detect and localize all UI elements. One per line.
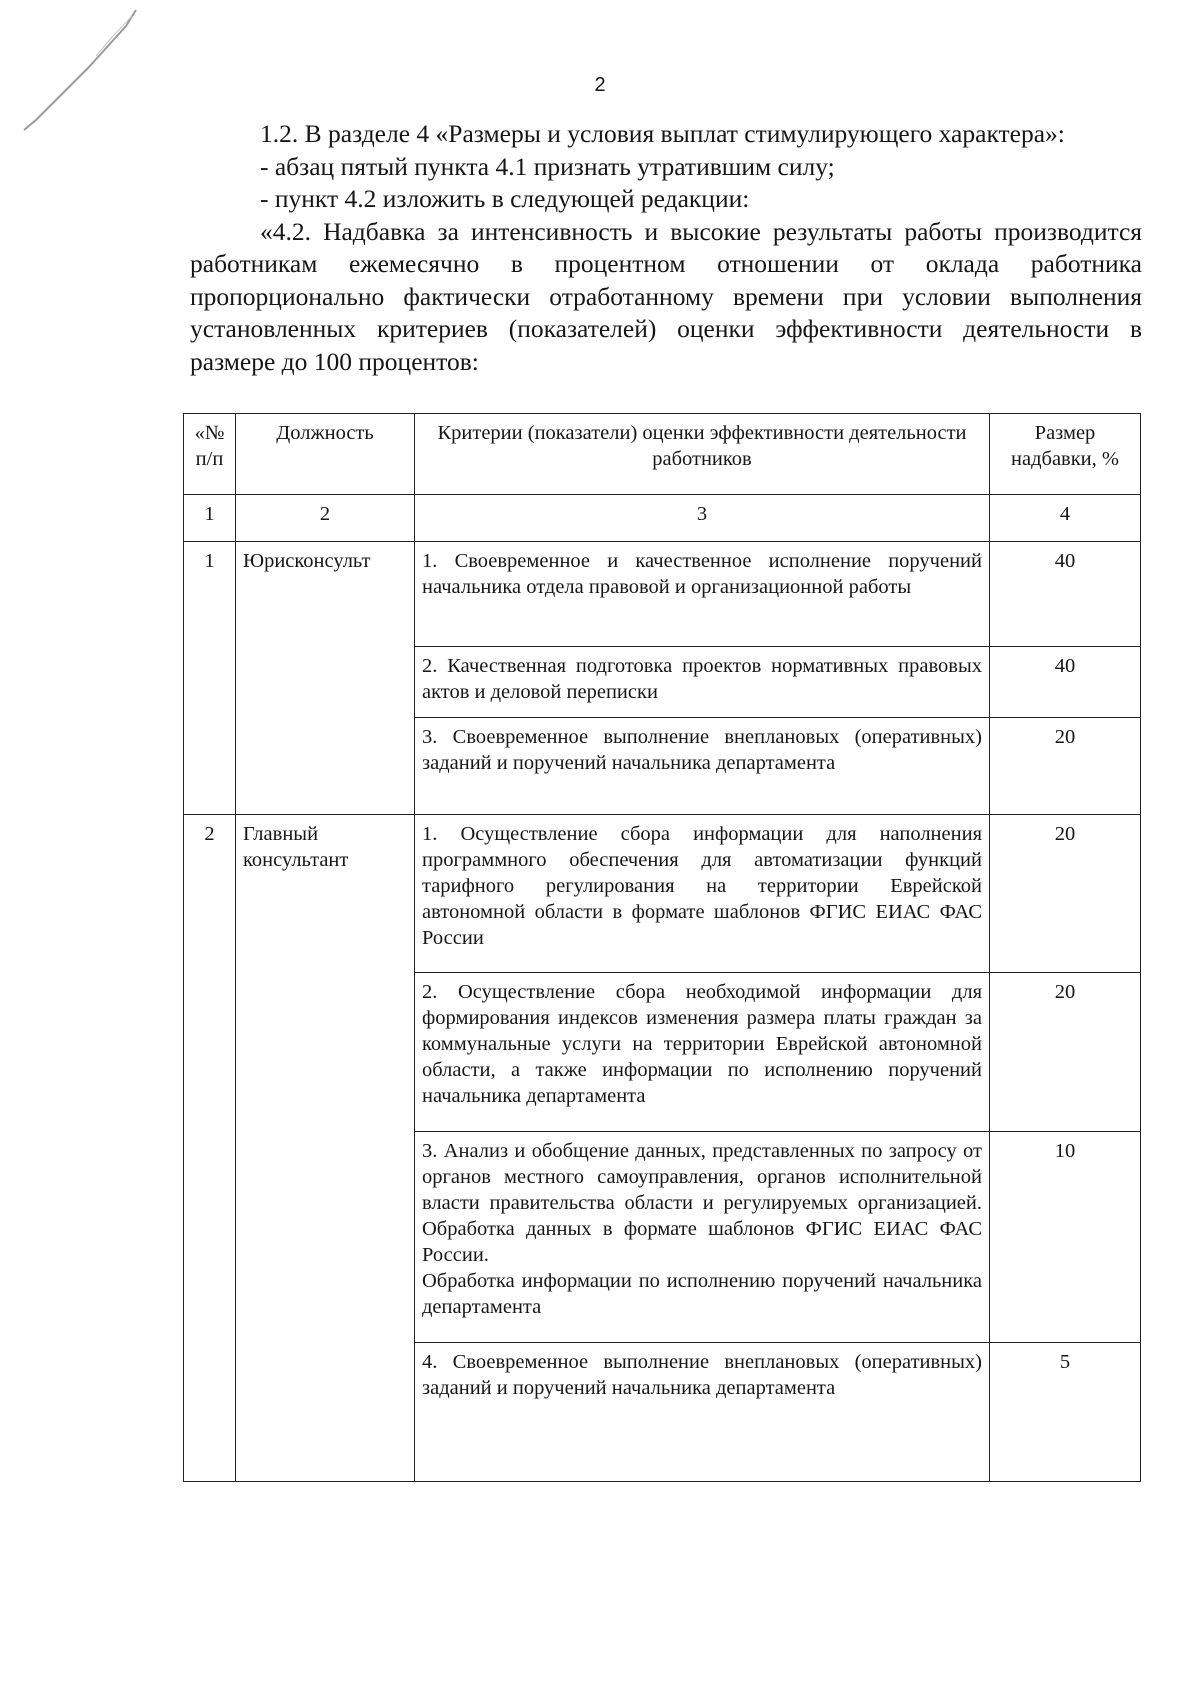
column-number: 1 <box>184 495 236 542</box>
page-number: 2 <box>594 74 606 96</box>
row-position: Юрисконсульт <box>236 542 415 815</box>
criterion-text <box>415 1132 990 1343</box>
criterion-value: 20 <box>990 815 1141 973</box>
criterion-value: 40 <box>990 647 1141 718</box>
row-position: Главный консультант <box>236 815 415 1482</box>
criterion-text: 4. Своевременное выполнение внеплановых (оперативных) заданий и поручений начальника департамента <box>415 1343 990 1482</box>
header-num: «№ п/п <box>184 414 236 495</box>
row-num: 1 <box>184 542 236 815</box>
paragraph-section-heading: 1.2. В разделе 4 «Размеры и условия выплат стимулирующего характера»: <box>260 119 1065 148</box>
column-number-row <box>184 495 1141 542</box>
column-number: 2 <box>236 495 415 542</box>
header-position: Должность <box>236 414 415 495</box>
criterion-value: 5 <box>990 1343 1141 1482</box>
row-num: 2 <box>184 815 236 1482</box>
criterion-value: 20 <box>990 973 1141 1132</box>
criterion-text-part: Обработка информации по исполнению поручений начальника департамента <box>422 1270 982 1318</box>
document-body <box>190 118 1142 378</box>
criterion-value: 20 <box>990 718 1141 815</box>
criterion-text-part: 3. Анализ и обобщение данных, представленных по запросу от органов местного самоуправления, органов исполнительной власти правительства области и регулируемых организацией. Обработка данных в формате шаблонов ФГИС ЕИАС ФАС России. <box>422 1140 982 1266</box>
table-row <box>184 542 1141 647</box>
criterion-value: 10 <box>990 1132 1141 1343</box>
criterion-value: 40 <box>990 542 1141 647</box>
header-size: Размер надбавки, % <box>990 414 1141 495</box>
paragraph-item-2: - пункт 4.2 изложить в следующей редакции: <box>260 184 750 213</box>
criterion-text: 1. Своевременное и качественное исполнение поручений начальника отдела правовой и организационной работы <box>415 542 990 647</box>
paragraph-item-1: - абзац пятый пункта 4.1 признать утратившим силу; <box>260 151 835 181</box>
criterion-text: 2. Качественная подготовка проектов нормативных правовых актов и деловой переписки <box>415 647 990 718</box>
criterion-text: 1. Осуществление сбора информации для наполнения программного обеспечения для автоматизации функций тарифного регулирования на территории Еврейской автономной области в формате шаблонов ФГИС ЕИАС ФАС России <box>415 815 990 973</box>
criterion-text: 2. Осуществление сбора необходимой информации для формирования индексов изменения размера платы граждан за коммунальные услуги на территории Еврейской автономной области, а также информации по исполнению поручений начальника департамента <box>415 973 990 1132</box>
header-criteria: Критерии (показатели) оценки эффективности деятельности работников <box>415 414 990 495</box>
criterion-text: 3. Своевременное выполнение внеплановых (оперативных) заданий и поручений начальника департамента <box>415 718 990 815</box>
table-header-row <box>184 414 1141 495</box>
column-number: 3 <box>415 495 990 542</box>
column-number: 4 <box>990 495 1141 542</box>
criteria-table <box>183 413 1141 1482</box>
paragraph-new-wording: «4.2. Надбавка за интенсивность и высокие результаты работы производится работникам ежемесячно в процентном отношении от оклада работника пропорционально фактически отработанному времени при условии выполнения установленных критериев (показателей) оценки эффективности деятельности в размере до 100 процентов: <box>190 216 1142 376</box>
table-row <box>184 815 1141 973</box>
